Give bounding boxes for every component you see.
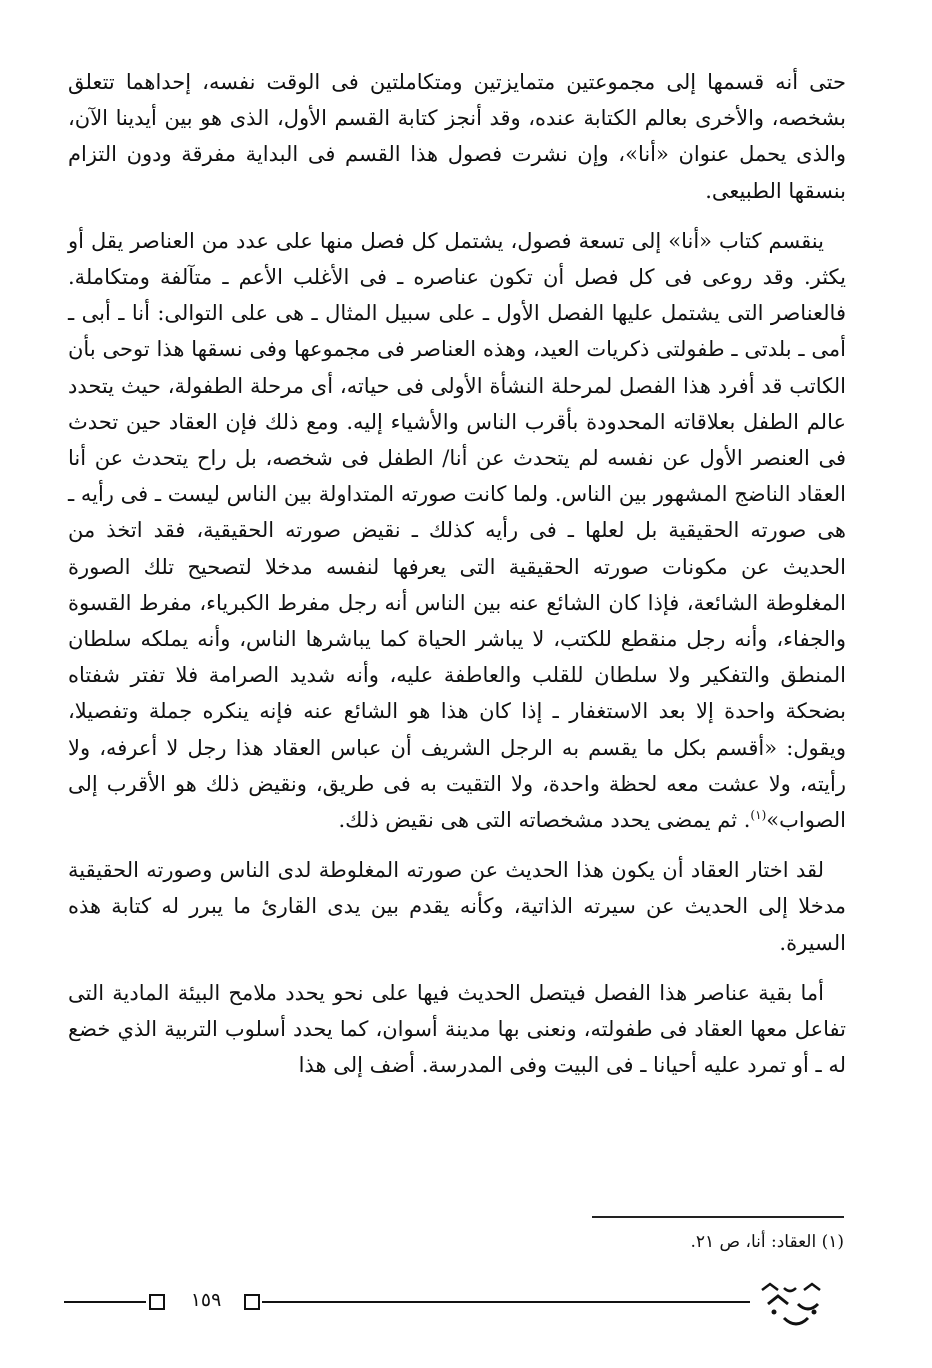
page-number: ١٥٩ [190,1289,222,1311]
footnote-separator [592,1216,844,1218]
paragraph-2-text: ينقسم كتاب «أنا» إلى تسعة فصول، يشتمل كل فصل منها على عدد من العناصر يقل أو يكثر. وقد روعى فى كل فصل أن تكون عناصره ـ فى الأغلب الأعم ـ متآلفة ومتكاملة. فالعناصر التى يشتمل عليها الفصل الأول ـ على سبيل المثال ـ هى على التوالى: أنا ـ أبى ـ أمى ـ بلدتى ـ طفولتى ذكريات العيد، وهذه العناصر فى مجموعها وفى نسقها هذا توحى بأن الكاتب قد أفرد هذا الفصل لمرحلة النشأة الأولى فى حياته، أى مرحلة الطفولة، حيث يتحدد عالم الطفل بعلاقاته المحدودة بأقرب الناس والأشياء إليه. ومع ذلك فإن العقاد حين تحدث فى العنصر الأول عن نفسه لم يتحدث عن أنا/ الطفل فى شخصه، بل راح يتحدث عن أنا العقاد الناضج المشهور بين الناس. ولما كانت صورته المتداولة بين الناس ليست ـ فى رأيه ـ هى صورته الحقيقية بل لعلها ـ فى رأيه كذلك ـ نقيض صورته الحقيقية، فقد اتخذ من الحديث عن مكونات صورته الحقيقية التى يعرفها لنفسه مدخلا لتصحيح تلك الصورة المغلوطة الشائعة، فإذا كان الشائع عنه بين الناس أنه رجل مفرط الكبرياء، مفرط القسوة والجفاء، وأنه رجل منقطع للكتب، لا يباشر الحياة كما يباشرها الناس، وأنه يملكه سلطان المنطق والتفكير ولا سلطان للقلب والعاطفة عليه، وأنه شديد الصرامة فلا تفتر شفتاه بضحكة واحدة إلا بعد الاستغفار ـ إذا كان هذا هو الشائع عنه فإنه ينكره جملة وتفصيلا، ويقول: «أقسم بكل ما يقسم به الرجل الشريف أن عباس العقاد هذا رجل لا أعرفه، ولا رأيته، ولا عشت معه لحظة واحدة، ولا التقيت به فى طريق، ونقيض ذلك هو الأقرب إلى الصواب» [68,228,846,833]
ornament-icon [754,1280,844,1340]
page-footer [0,1280,932,1340]
paragraph-2-tail: . ثم يمضى يحدد مشخصاته التى هى نقيض ذلك. [338,808,751,833]
footer-rule-right [262,1301,750,1303]
paragraph-4: أما بقية عناصر هذا الفصل فيتصل الحديث فيها على نحو يحدد ملامح البيئة المادية التى تفاعل معها العقاد فى طفولته، ونعنى بها مدينة أسوان، كما يحدد أسلوب التربية الذي خضع له ـ أو تمرد عليه أحيانا ـ فى البيت وفى المدرسة. أضف إلى هذا [68,980,846,1078]
footer-square-left [149,1294,165,1310]
body-text [68,64,846,1097]
paragraph-1: حتى أنه قسمها إلى مجموعتين متمايزتين ومتكاملتين فى الوقت نفسه، إحداهما تتعلق بشخصه، والأخرى بعالم الكتابة عنده، وقد أنجز كتابة القسم الأول، الذى هو بين أيدينا الآن، والذى يحمل عنوان «أنا»، وإن نشرت فصول هذا القسم فى البداية مفرقة ودون التزام بنسقها الطبيعى. [68,70,846,203]
footnote: (١) العقاد: أنا، ص ٢١. [690,1232,844,1252]
paragraph-3: لقد اختار العقاد أن يكون هذا الحديث عن صورته المغلوطة لدى الناس وصورته الحقيقية مدخلا إلى الحديث عن سيرته الذاتية، وكأنه يقدم بين يدى القارئ ما يبرر له كتابة هذه السيرة. [68,858,846,955]
paragraph-2 [68,223,846,838]
footnote-marker[interactable]: (١) [750,808,767,823]
footer-rule-left [64,1301,146,1303]
footer-square-right [244,1294,260,1310]
